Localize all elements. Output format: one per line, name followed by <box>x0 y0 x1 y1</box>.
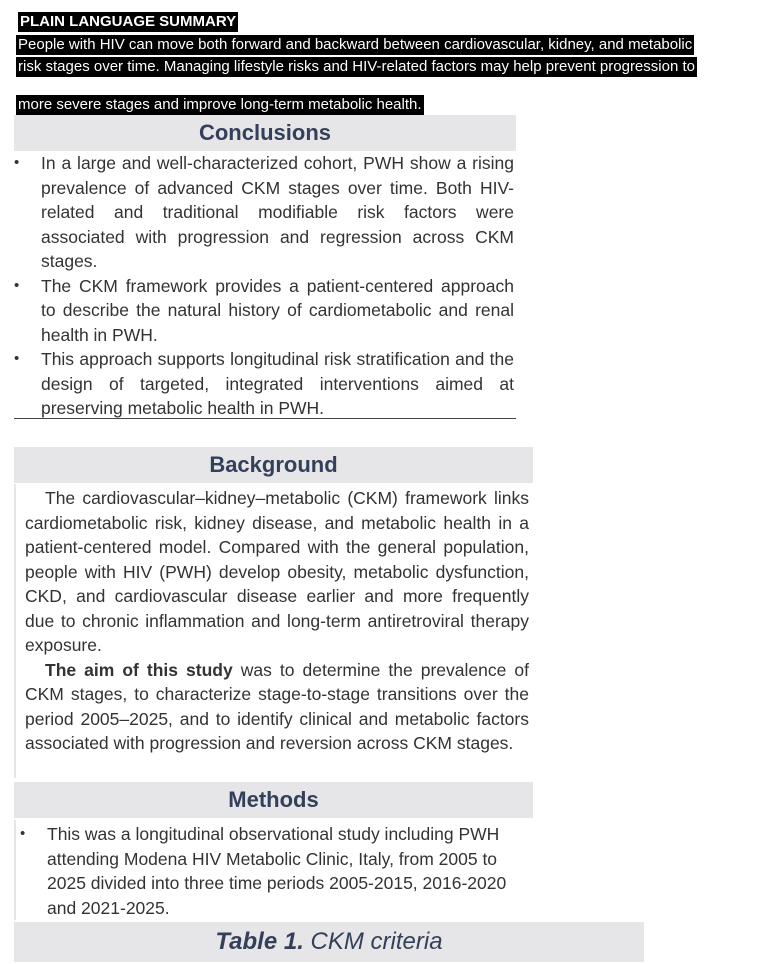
conclusions-list <box>14 151 514 421</box>
table-label: Table 1. <box>215 928 304 955</box>
aim-text: was to determine the prevalence of CKM stages, to characterize stage-to-stage transitions over the period 2005–2025, and to identify clinical and metabolic factors associated with progression and reversion across CKM stages. <box>25 659 529 753</box>
table-title: CKM criteria <box>303 928 443 955</box>
aim-paragraph <box>25 658 529 756</box>
list-item <box>20 822 525 920</box>
bullet-text: In a large and well-characterized cohort, PWH show a rising prevalence of advanced CKM stages over time. Both HIV-related and traditional modifiable risk factors were associated with progression and regression across CKM stages. <box>41 153 514 271</box>
list-item <box>14 151 514 274</box>
methods-list <box>20 822 525 920</box>
background-body <box>25 486 529 756</box>
summary-line: People with HIV can move both forward and backward between cardiovascular, kidney, and metabolic <box>18 36 693 53</box>
conclusions-body <box>14 151 514 421</box>
background-paragraph: The cardiovascular–kidney–metabolic (CKM) framework links cardiometabolic risk, kidney disease, and metabolic health in a patient-centered model. Compared with the general population, people with HIV (PWH) develop obesity, metabolic dysfunction, CKD, and cardiovascular disease earlier and more frequently due to chronic inflammation and long-term antiretroviral therapy exposure. <box>25 488 529 655</box>
bullet-icon: • <box>14 350 20 367</box>
bullet-icon: • <box>14 276 20 294</box>
bullet-text: This approach supports longitudinal risk stratification and the design of targeted, integrated interventions aimed at preserving metabolic health in PWH. <box>41 349 514 418</box>
bullet-text: This was a longitudinal observational study including PWH attending Modena HIV Metabolic Clinic, Italy, from 2005 to 2025 divided into three time periods 2005-2015, 2016-2020 and 2021-2025. <box>47 824 507 918</box>
divider <box>14 418 516 419</box>
bullet-text: The CKM framework provides a patient-centered approach to describe the natural history of cardiometabolic and renal health in PWH. <box>41 275 514 345</box>
bullet-icon: • <box>20 825 26 842</box>
background-heading: Background <box>14 447 533 483</box>
summary-line: more severe stages and improve long-term metabolic health. <box>18 96 422 113</box>
table-caption <box>14 922 644 962</box>
divider <box>14 820 16 920</box>
methods-heading: Methods <box>14 782 533 818</box>
conclusions-heading: Conclusions <box>14 115 516 151</box>
bullet-icon: • <box>14 154 20 171</box>
list-item <box>14 274 514 348</box>
methods-body <box>20 822 525 920</box>
summary-line: risk stages over time. Managing lifestyle risks and HIV-related factors may help prevent progression to <box>18 58 695 75</box>
summary-title: PLAIN LANGUAGE SUMMARY <box>20 13 237 30</box>
aim-label: The aim of this study <box>45 659 233 680</box>
list-item <box>14 347 514 421</box>
divider <box>14 484 16 778</box>
